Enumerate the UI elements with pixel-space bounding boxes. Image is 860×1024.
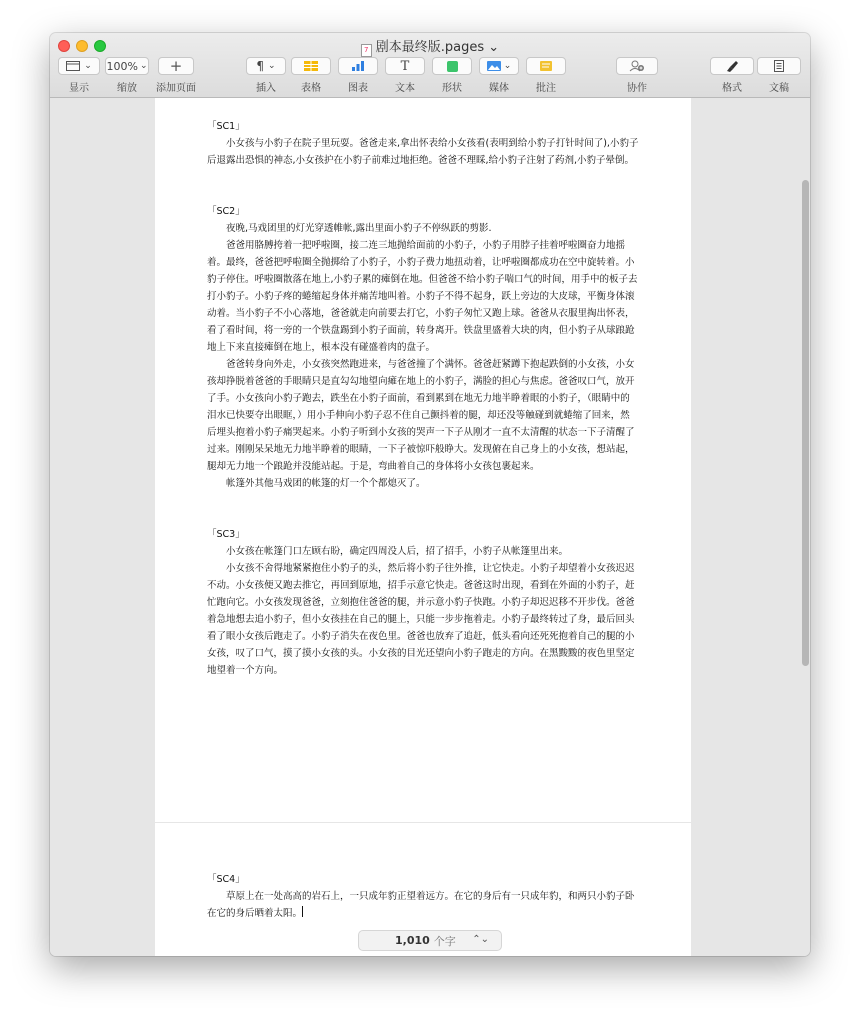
chevron-down-icon: ⌄ (268, 61, 276, 71)
word-count-pill[interactable] (358, 930, 502, 951)
scene-heading-sc2: 「SC2」 (207, 206, 245, 217)
sidebar-view-icon (66, 61, 80, 71)
pages-file-icon: 7 (361, 44, 372, 57)
chevron-down-icon: ⌄ (488, 40, 500, 55)
vertical-scrollbar[interactable] (802, 180, 809, 666)
zoom-value: 100% (106, 59, 138, 73)
text-label: 文本 (395, 83, 415, 94)
scene-heading-sc3: 「SC3」 (207, 529, 245, 540)
shape-icon (447, 61, 458, 72)
page-1-body[interactable] (207, 118, 639, 679)
chevron-down-icon: ⌄ (139, 61, 148, 71)
scene-heading-sc4: 「SC4」 (207, 874, 245, 885)
chart-icon (351, 61, 365, 71)
table-icon (304, 61, 318, 71)
collaborate-icon (629, 60, 645, 72)
paragraph: 夜晚,马戏团里的灯光穿透帷帐,露出里面小豹子不停纵跃的剪影. (226, 223, 492, 234)
paragraph-text: 草原上在一处高高的岩石上，一只成年豹正望着远方。在它的身后有一只成年豹，和两只小豹子卧在它的身后晒着太阳。 (207, 891, 635, 919)
chevron-down-icon: ⌄ (84, 61, 92, 71)
format-label: 格式 (722, 83, 742, 94)
insert-label: 插入 (256, 83, 276, 94)
title-bar (50, 33, 810, 98)
document-button[interactable] (757, 57, 801, 75)
word-count-value: 1,010 (395, 934, 430, 947)
table-label: 表格 (301, 83, 321, 94)
paragraph: 帐篷外其他马戏团的帐篷的灯一个个都熄灭了。 (226, 478, 426, 489)
insert-button[interactable] (246, 57, 286, 75)
document-title-text: 剧本最终版.pages (375, 40, 485, 55)
chevron-down-icon: ⌄ (503, 61, 512, 71)
document-canvas[interactable] (50, 98, 810, 956)
paragraph (207, 888, 639, 922)
paragraph: 小女孩不舍得地紧紧抱住小豹子的头，然后将小豹子往外推，让它快走。小豹子却望着小女孩迟迟不动。小女孩便又跑去推它，再回到原地，招手示意它快走。爸爸这时出现，看到在外面的小豹子，赶忙跑向它。小女孩发现爸爸，立刻抱住爸爸的腿，并示意小豹子快跑。小豹子却迟迟移不开步伐。爸爸着急地想去追小豹子，但小女孩挂在自己的腿上，只能一步步拖着走。小豹子最终转过了身，最后回头看了眼小女孩后跑走了。小豹子消失在夜色里。爸爸也放弃了追赶，低头看向还死死抱着自己的腿的小女孩，叹了口气，摸了摸小女孩的头。小女孩的目光还望向小豹子跑走的方向。在黑黢黢的夜色里坚定地望着一个方向。 (207, 563, 635, 676)
paintbrush-icon (725, 60, 739, 72)
comment-label: 批注 (536, 83, 556, 94)
page-2-body[interactable] (207, 871, 639, 922)
text-icon: T (400, 58, 410, 74)
table-button[interactable] (291, 57, 331, 75)
paragraph: 爸爸用胳膊挎着一把呼啦圈，接二连三地抛给面前的小豹子，小豹子用脖子挂着呼啦圈奋力地摇着。最终，爸爸把呼啦圈全抛掷给了小豹子，小豹子费力地扭动着，让呼啦圈都成功在空中旋转着。小豹子停住。呼啦圈散落在地上,小豹子累的瘫倒在地。但爸爸不给小豹子喘口气的时间，用手中的板子去打小豹子。小豹子疼的蜷缩起身体并痛苦地叫着。小豹子不得不起身，跃上旁边的大皮球，平衡身体滚动着。当小豹子不小心落地，爸爸就走向前要去打它，小豹子匆忙又跑上球。爸爸从衣服里掏出怀表，看了看时间，将一旁的一个铁盘踢到小豹子面前，转身离开。铁盘里盛着大块的肉，但小豹子从球踉跄地上下来直接瘫倒在地上，根本没有碰盛着肉的盘子。 (207, 240, 638, 353)
scene-heading-sc1: 「SC1」 (207, 121, 245, 132)
paragraph: 爸爸转身向外走，小女孩突然跑进来，与爸爸撞了个满怀。爸爸赶紧蹲下抱起跌倒的小女孩，小女孩却挣脱着爸爸的手眼睛只是直勾勾地望向瘫在地上的小豹子，满脸的担心与焦虑。爸爸叹口气，放开了手。小女孩向小豹子跑去，跌坐在小豹子面前，看到累到在地无力地半睁着眼的小豹子，（眼睛中的泪水已快要夺出眼眶，）用小手伸向小豹子忍不住自己颤抖着的腿，却还没等触碰到就蜷缩了回来，然后埋头抱着小豹子痛哭起来。小豹子听到小女孩的哭声一下子从刚才一直不太清醒的状态一下子清醒了过来。刚刚呆呆地无力地半睁着的眼睛，一下子被惊吓般睁大。发现俯在自己身上的小女孩，想站起，腿却无力地一个踉跄并没能站起。于是，弯曲着自己的身体将小女孩包裹起来。 (207, 359, 635, 472)
collaborate-label: 协作 (627, 83, 647, 94)
paragraph: 小女孩在帐篷门口左顾右盼，确定四周没人后，招了招手，小豹子从帐篷里出来。 (226, 546, 569, 557)
document-title[interactable] (50, 36, 810, 57)
page-1[interactable] (155, 98, 691, 822)
text-cursor (302, 906, 303, 917)
view-button[interactable] (58, 57, 100, 75)
zoom-menu[interactable] (105, 57, 149, 75)
view-label: 显示 (69, 83, 89, 94)
updown-chevron-icon[interactable]: ⌃⌄ (472, 934, 489, 945)
chart-button[interactable] (338, 57, 378, 75)
text-box-button[interactable] (385, 57, 425, 75)
document-icon (774, 60, 784, 72)
add-page-button[interactable] (158, 57, 194, 75)
media-button[interactable] (479, 57, 519, 75)
chart-label: 图表 (348, 83, 368, 94)
format-button[interactable] (710, 57, 754, 75)
collaborate-button[interactable] (616, 57, 658, 75)
paragraph-icon: ¶ (256, 59, 265, 73)
zoom-label: 缩放 (117, 83, 137, 94)
word-count-unit: 个字 (433, 934, 456, 948)
add-page-label: 添加页面 (156, 83, 196, 94)
pages-window (50, 33, 810, 956)
shape-button[interactable] (432, 57, 472, 75)
media-icon (487, 61, 501, 71)
shape-label: 形状 (442, 83, 462, 94)
comment-button[interactable] (526, 57, 566, 75)
comment-icon (540, 61, 552, 71)
document-label: 文稿 (769, 83, 789, 94)
media-label: 媒体 (489, 83, 509, 94)
paragraph: 小女孩与小豹子在院子里玩耍。爸爸走来,拿出怀表给小女孩看(表明到给小豹子打针时间了),小豹子后退露出恐惧的神态,小女孩护在小豹子前难过地拒绝。爸爸不理睬,给小豹子注射了药剂,小豹子晕倒。 (207, 138, 639, 166)
plus-icon: + (169, 57, 183, 75)
